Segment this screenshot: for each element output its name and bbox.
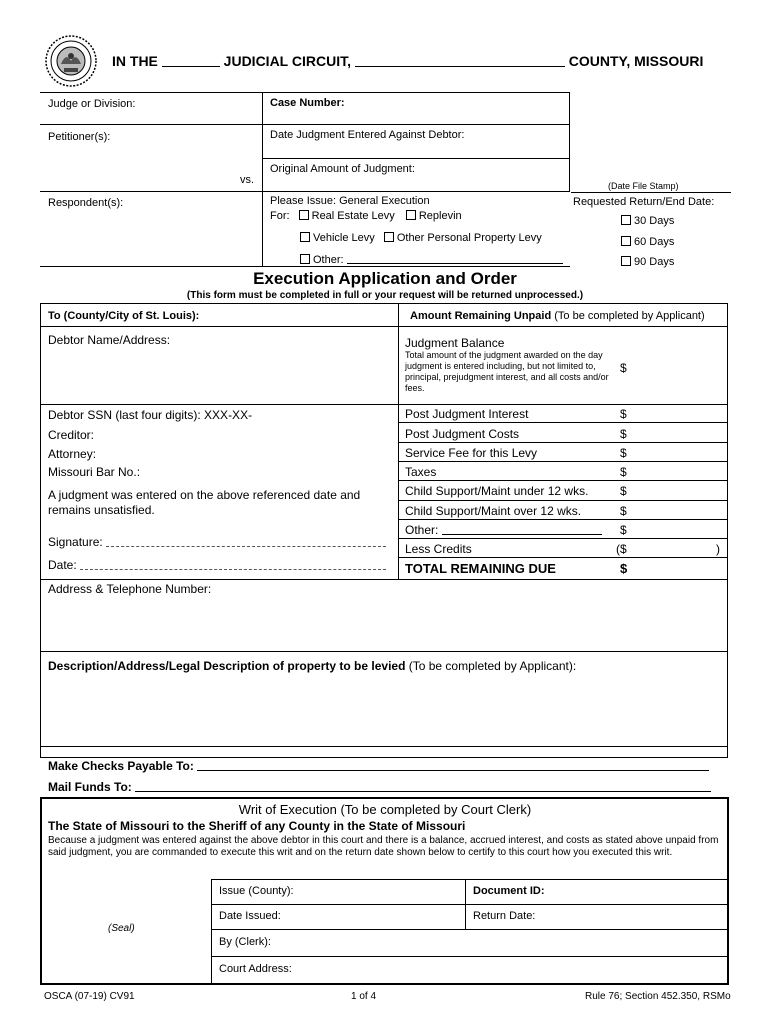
form-subtitle: (This form must be completed in full or your request will be returned unprocessed.) <box>186 290 584 301</box>
judicial-circuit-label: JUDICIAL CIRCUIT, <box>223 53 351 69</box>
judge-label: Judge or Division: <box>48 98 136 110</box>
levy-row-1 <box>270 210 462 222</box>
date-field[interactable] <box>80 559 386 570</box>
debtor-ssn-label: Debtor SSN (last four digits): XXX-XX- <box>48 408 253 422</box>
days-90-option <box>621 256 674 268</box>
form-id: OSCA (07-19) CV91 <box>44 991 135 1002</box>
to-county-label: To (County/City of St. Louis): <box>48 310 200 322</box>
writ-row-line <box>211 904 728 905</box>
document-id-label: Document ID: <box>473 885 545 897</box>
address-phone-label: Address & Telephone Number: <box>48 582 212 596</box>
caption-bottom-border <box>40 266 570 267</box>
property-description-note: (To be completed by Applicant): <box>408 659 577 673</box>
missouri-bar-label: Missouri Bar No.: <box>48 465 141 479</box>
debtor-name-label: Debtor Name/Address: <box>48 333 171 347</box>
days-90-label: 90 Days <box>634 256 675 268</box>
levy-row-2 <box>300 232 542 244</box>
amount-item: Post Judgment Interest <box>405 407 529 421</box>
mail-funds-row <box>48 780 711 794</box>
caption-top-border <box>40 92 570 93</box>
circuit-number-field[interactable] <box>162 56 220 67</box>
app-row-line <box>398 500 728 501</box>
seal-label: (Seal) <box>108 923 135 934</box>
dollar-sign: $ <box>620 484 627 498</box>
respondents-label: Respondent(s): <box>48 197 124 209</box>
days-60-option <box>621 236 674 248</box>
judgment-balance-desc: Total amount of the judgment awarded on the day judgment is entered including, but not limited to, principal, prejudgment interest, and all costs and/or fees. <box>405 350 609 393</box>
county-missouri-label: COUNTY, MISSOURI <box>568 53 704 69</box>
property-top-line <box>40 651 728 652</box>
vehicle-levy-label: Vehicle Levy <box>313 232 375 244</box>
writ-body: Because a judgment was entered against the above debtor in this court and there is a balance, accrued interest, and costs as stated above unpaid from said judgment, you are commanded to execute this writ and on the return date shown below to certify to this court how you executed this writ. <box>48 835 719 858</box>
amount-item: Other: <box>405 523 439 537</box>
writ-title: Writ of Execution <box>238 802 337 817</box>
missouri-seal-icon <box>44 34 98 88</box>
amount-remaining-header <box>410 310 705 322</box>
app-row-line <box>398 422 728 423</box>
real-estate-levy-checkbox[interactable] <box>299 210 309 220</box>
file-stamp-divider <box>571 192 731 193</box>
replevin-checkbox[interactable] <box>406 210 416 220</box>
county-field[interactable] <box>355 56 565 67</box>
property-description-header <box>48 659 576 673</box>
issue-county-label: Issue (County): <box>219 885 294 897</box>
app-row-line <box>398 442 728 443</box>
date-judgment-label: Date Judgment Entered Against Debtor: <box>270 129 465 141</box>
app-row-line <box>40 404 728 405</box>
date-row <box>48 558 386 572</box>
date-issued-label: Date Issued: <box>219 910 281 922</box>
signature-row <box>48 535 386 549</box>
page-number: 1 of 4 <box>351 991 377 1002</box>
make-checks-field[interactable] <box>197 760 709 771</box>
days-90-checkbox[interactable] <box>621 256 631 266</box>
vehicle-levy-checkbox[interactable] <box>300 232 310 242</box>
original-amount-label: Original Amount of Judgment: <box>270 163 415 175</box>
amount-item: Service Fee for this Levy <box>405 446 538 460</box>
days-60-checkbox[interactable] <box>621 236 631 246</box>
mail-funds-field[interactable] <box>135 781 711 792</box>
app-row-line <box>398 538 728 539</box>
total-due-dollar: $ <box>620 561 628 576</box>
petitioners-label: Petitioner(s): <box>48 131 111 143</box>
dollar-sign: $ <box>620 523 627 537</box>
writ-title-note: (To be completed by Court Clerk) <box>340 802 532 817</box>
judgment-statement: A judgment was entered on the above referenced date and remains unsatisfied. <box>48 488 361 517</box>
date-label: Date: <box>48 558 77 572</box>
please-issue-label: Please Issue: General Execution <box>270 195 430 207</box>
less-credits-label: Less Credits <box>405 542 472 556</box>
app-row-line <box>398 557 728 558</box>
signature-label: Signature: <box>48 535 103 549</box>
app-row-line <box>398 480 728 481</box>
other-personal-label: Other Personal Property Levy <box>396 232 542 244</box>
writ-row-line <box>211 929 728 930</box>
make-checks-row <box>48 759 709 773</box>
caption-row-line <box>40 124 570 125</box>
caption-row-line <box>40 191 570 192</box>
writ-col-divider <box>465 879 466 929</box>
writ-state-line: The State of Missouri to the Sheriff of any County in the State of Missouri <box>48 819 466 833</box>
property-description-label: Description/Address/Legal Description of property to be levied <box>48 659 406 673</box>
writ-title-row <box>0 802 770 817</box>
amount-item: Child Support/Maint under 12 wks. <box>405 484 589 498</box>
real-estate-levy-label: Real Estate Levy <box>311 210 395 222</box>
days-30-option <box>621 215 674 227</box>
less-credits-close: ) <box>716 542 720 556</box>
by-clerk-label: By (Clerk): <box>219 936 271 948</box>
app-header-line <box>40 326 728 327</box>
writ-seal-divider <box>211 879 212 984</box>
judgment-balance-label: Judgment Balance <box>405 336 505 350</box>
caption-right-border <box>569 92 570 192</box>
form-title: Execution Application and Order <box>253 269 517 288</box>
other-levy-field[interactable] <box>347 253 563 264</box>
dollar-sign: $ <box>620 407 627 421</box>
for-label: For: <box>270 210 290 222</box>
court-address-label: Court Address: <box>219 963 292 975</box>
amount-other-field[interactable] <box>442 524 602 535</box>
days-60-label: 60 Days <box>634 236 675 248</box>
levy-row-3 <box>300 253 563 266</box>
caption-row-line <box>263 158 570 159</box>
amount-remaining-label: Amount Remaining Unpaid <box>410 310 552 322</box>
writ-row-line <box>211 956 728 957</box>
app-row-line <box>398 519 728 520</box>
requested-return-label: Requested Return/End Date: <box>573 196 715 208</box>
dollar-sign: $ <box>620 465 627 479</box>
signature-field[interactable] <box>106 536 386 547</box>
less-credits-open: ($ <box>616 542 627 556</box>
amount-item: Child Support/Maint over 12 wks. <box>405 504 582 518</box>
writ-row-line <box>211 879 728 880</box>
statute-reference: Rule 76; Section 452.350, RSMo <box>585 991 731 1002</box>
dollar-sign: $ <box>620 427 627 441</box>
other-checkbox[interactable] <box>300 254 310 264</box>
in-the-label: IN THE <box>112 53 158 69</box>
amount-item: Taxes <box>405 465 437 479</box>
mail-funds-label: Mail Funds To: <box>48 780 132 794</box>
app-row-line <box>398 461 728 462</box>
make-checks-label: Make Checks Payable To: <box>48 759 194 773</box>
days-30-label: 30 Days <box>634 215 675 227</box>
property-bottom-line <box>40 746 728 747</box>
judgment-balance-dollar: $ <box>620 361 627 375</box>
date-file-stamp-label: (Date File Stamp) <box>608 181 679 191</box>
other-personal-checkbox[interactable] <box>384 232 394 242</box>
header-line <box>112 53 703 69</box>
creditor-label: Creditor: <box>48 428 95 442</box>
amount-item: Post Judgment Costs <box>405 427 520 441</box>
caption-mid-divider <box>262 92 263 267</box>
return-date-label: Return Date: <box>473 910 536 922</box>
replevin-label: Replevin <box>418 210 462 222</box>
amount-remaining-note: (To be completed by Applicant) <box>554 310 705 322</box>
app-row-line <box>40 579 728 580</box>
other-label: Other: <box>313 254 344 266</box>
days-30-checkbox[interactable] <box>621 215 631 225</box>
dollar-sign: $ <box>620 446 627 460</box>
dollar-sign: $ <box>620 504 627 518</box>
total-due-label: TOTAL REMAINING DUE <box>405 561 556 576</box>
attorney-label: Attorney: <box>48 447 97 461</box>
case-number-label: Case Number: <box>270 97 345 109</box>
amount-other-row <box>405 523 602 537</box>
vs-label: vs. <box>240 174 255 186</box>
